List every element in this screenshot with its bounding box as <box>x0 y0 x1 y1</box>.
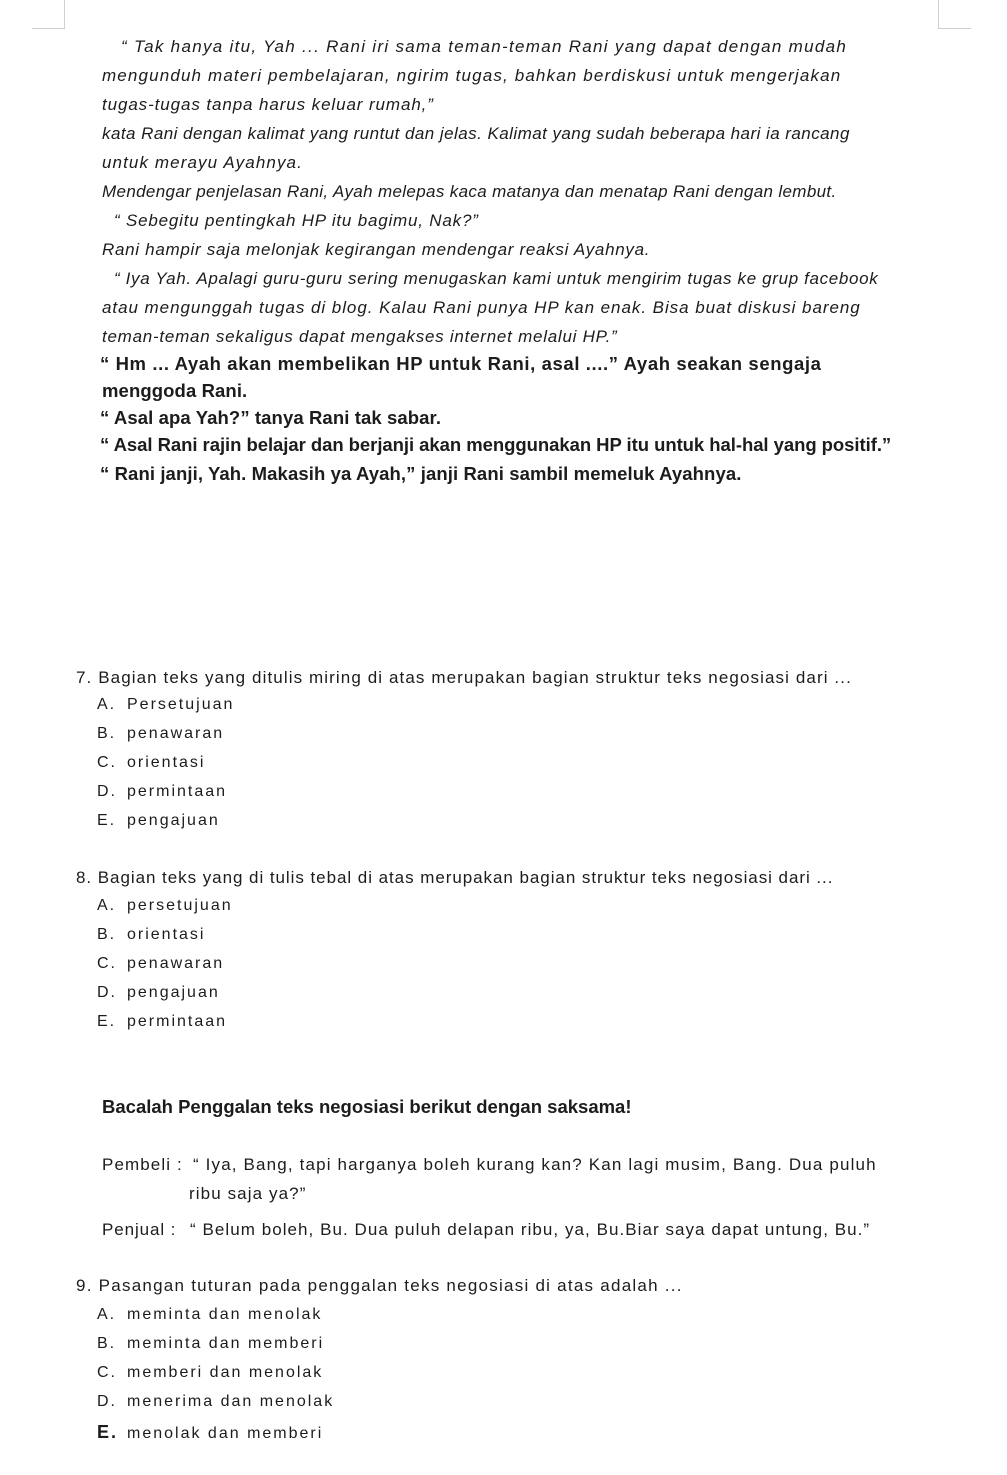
option-letter: E. <box>97 1013 117 1030</box>
story-line: Mendengar penjelasan Rani, Ayah melepas kaca matanya dan menatap Rani dengan lembut. <box>102 182 837 201</box>
option-letter: E. <box>97 812 117 829</box>
option-letter: D. <box>97 783 117 800</box>
q7-option-c[interactable] <box>97 754 205 772</box>
question-7: 7. Bagian teks yang ditulis miring di atas merupakan bagian struktur teks negosiasi dari ... <box>76 668 852 687</box>
q8-option-a[interactable] <box>97 897 233 915</box>
option-text: Persetujuan <box>127 696 235 713</box>
option-text: orientasi <box>127 754 206 771</box>
dialogue-buyer-line: ribu saja ya?” <box>189 1184 307 1203</box>
option-letter: E. <box>97 1422 119 1442</box>
dialogue-seller-label: Penjual : <box>102 1220 177 1239</box>
option-letter: B. <box>97 1335 117 1352</box>
option-text: penawaran <box>127 725 225 742</box>
story-line: “ Iya Yah. Apalagi guru-guru sering menugaskan kami untuk mengirim tugas ke grup facebook <box>114 269 879 288</box>
option-text: penawaran <box>127 955 225 972</box>
story-line: untuk merayu Ayahnya. <box>102 153 303 172</box>
q8-option-d[interactable] <box>97 984 220 1002</box>
story-line: “ Asal Rani rajin belajar dan berjanji akan menggunakan HP itu untuk hal-hal yang positif.” <box>100 434 892 455</box>
option-text: permintaan <box>127 1013 228 1030</box>
option-text: pengajuan <box>127 812 220 829</box>
instruction-heading: Bacalah Penggalan teks negosiasi berikut dengan saksama! <box>102 1096 632 1117</box>
option-text: menolak dan memberi <box>127 1425 324 1442</box>
q9-option-a[interactable] <box>97 1306 322 1324</box>
q8-option-e[interactable] <box>97 1013 227 1031</box>
option-letter: C. <box>97 754 117 771</box>
story-line: kata Rani dengan kalimat yang runtut dan jelas. Kalimat yang sudah beberapa hari ia rancang <box>102 124 850 143</box>
option-letter: B. <box>97 725 117 742</box>
q7-option-a[interactable] <box>97 696 234 714</box>
option-text: meminta dan memberi <box>127 1335 325 1352</box>
q9-option-c[interactable] <box>97 1364 323 1382</box>
question-8: 8. Bagian teks yang di tulis tebal di atas merupakan bagian struktur teks negosiasi dari ... <box>76 868 834 887</box>
option-text: permintaan <box>127 783 228 800</box>
story-line: atau mengunggah tugas di blog. Kalau Rani punya HP kan enak. Bisa buat diskusi bareng <box>102 298 861 317</box>
story-line: mengunduh materi pembelajaran, ngirim tugas, bahkan berdiskusi untuk mengerjakan <box>102 66 842 85</box>
q9-option-e[interactable] <box>97 1422 323 1443</box>
q9-option-b[interactable] <box>97 1335 324 1353</box>
option-text: orientasi <box>127 926 206 943</box>
dialogue-buyer-label: Pembeli : <box>102 1155 183 1174</box>
q7-option-d[interactable] <box>97 783 227 801</box>
story-line: menggoda Rani. <box>102 380 248 401</box>
option-text: persetujuan <box>127 897 233 914</box>
story-line: teman-teman sekaligus dapat mengakses internet melalui HP.” <box>102 327 618 346</box>
option-text: meminta dan menolak <box>127 1306 323 1323</box>
dialogue-seller-line: “ Belum boleh, Bu. Dua puluh delapan ribu, ya, Bu.Biar saya dapat untung, Bu.” <box>190 1220 871 1239</box>
q9-option-d[interactable] <box>97 1393 334 1411</box>
story-line: “ Tak hanya itu, Yah ... Rani iri sama teman-teman Rani yang dapat dengan mudah <box>121 37 848 56</box>
option-letter: A. <box>97 897 117 914</box>
page-corner-mark-left <box>32 0 65 29</box>
q8-option-b[interactable] <box>97 926 205 944</box>
q8-option-c[interactable] <box>97 955 224 973</box>
option-text: memberi dan menolak <box>127 1364 324 1381</box>
option-text: menerima dan menolak <box>127 1393 335 1410</box>
q7-option-b[interactable] <box>97 725 224 743</box>
story-line: “ Hm ... Ayah akan membelikan HP untuk Rani, asal ....” Ayah seakan sengaja <box>100 353 822 374</box>
dialogue-buyer-line: “ Iya, Bang, tapi harganya boleh kurang kan? Kan lagi musim, Bang. Dua puluh <box>193 1155 877 1174</box>
option-letter: D. <box>97 984 117 1001</box>
question-9: 9. Pasangan tuturan pada penggalan teks negosiasi di atas adalah ... <box>76 1276 683 1295</box>
option-letter: B. <box>97 926 117 943</box>
q7-option-e[interactable] <box>97 812 220 830</box>
story-line: “ Sebegitu pentingkah HP itu bagimu, Nak?” <box>114 211 479 230</box>
page-corner-mark-right <box>938 0 971 29</box>
option-letter: C. <box>97 955 117 972</box>
story-line: “ Asal apa Yah?” tanya Rani tak sabar. <box>100 407 442 428</box>
option-letter: A. <box>97 1306 117 1323</box>
story-line: “ Rani janji, Yah. Makasih ya Ayah,” janji Rani sambil memeluk Ayahnya. <box>100 463 742 484</box>
story-line: Rani hampir saja melonjak kegirangan mendengar reaksi Ayahnya. <box>102 240 651 259</box>
option-letter: A. <box>97 696 117 713</box>
option-letter: C. <box>97 1364 117 1381</box>
option-text: pengajuan <box>127 984 220 1001</box>
story-line: tugas-tugas tanpa harus keluar rumah,” <box>102 95 434 114</box>
option-letter: D. <box>97 1393 117 1410</box>
